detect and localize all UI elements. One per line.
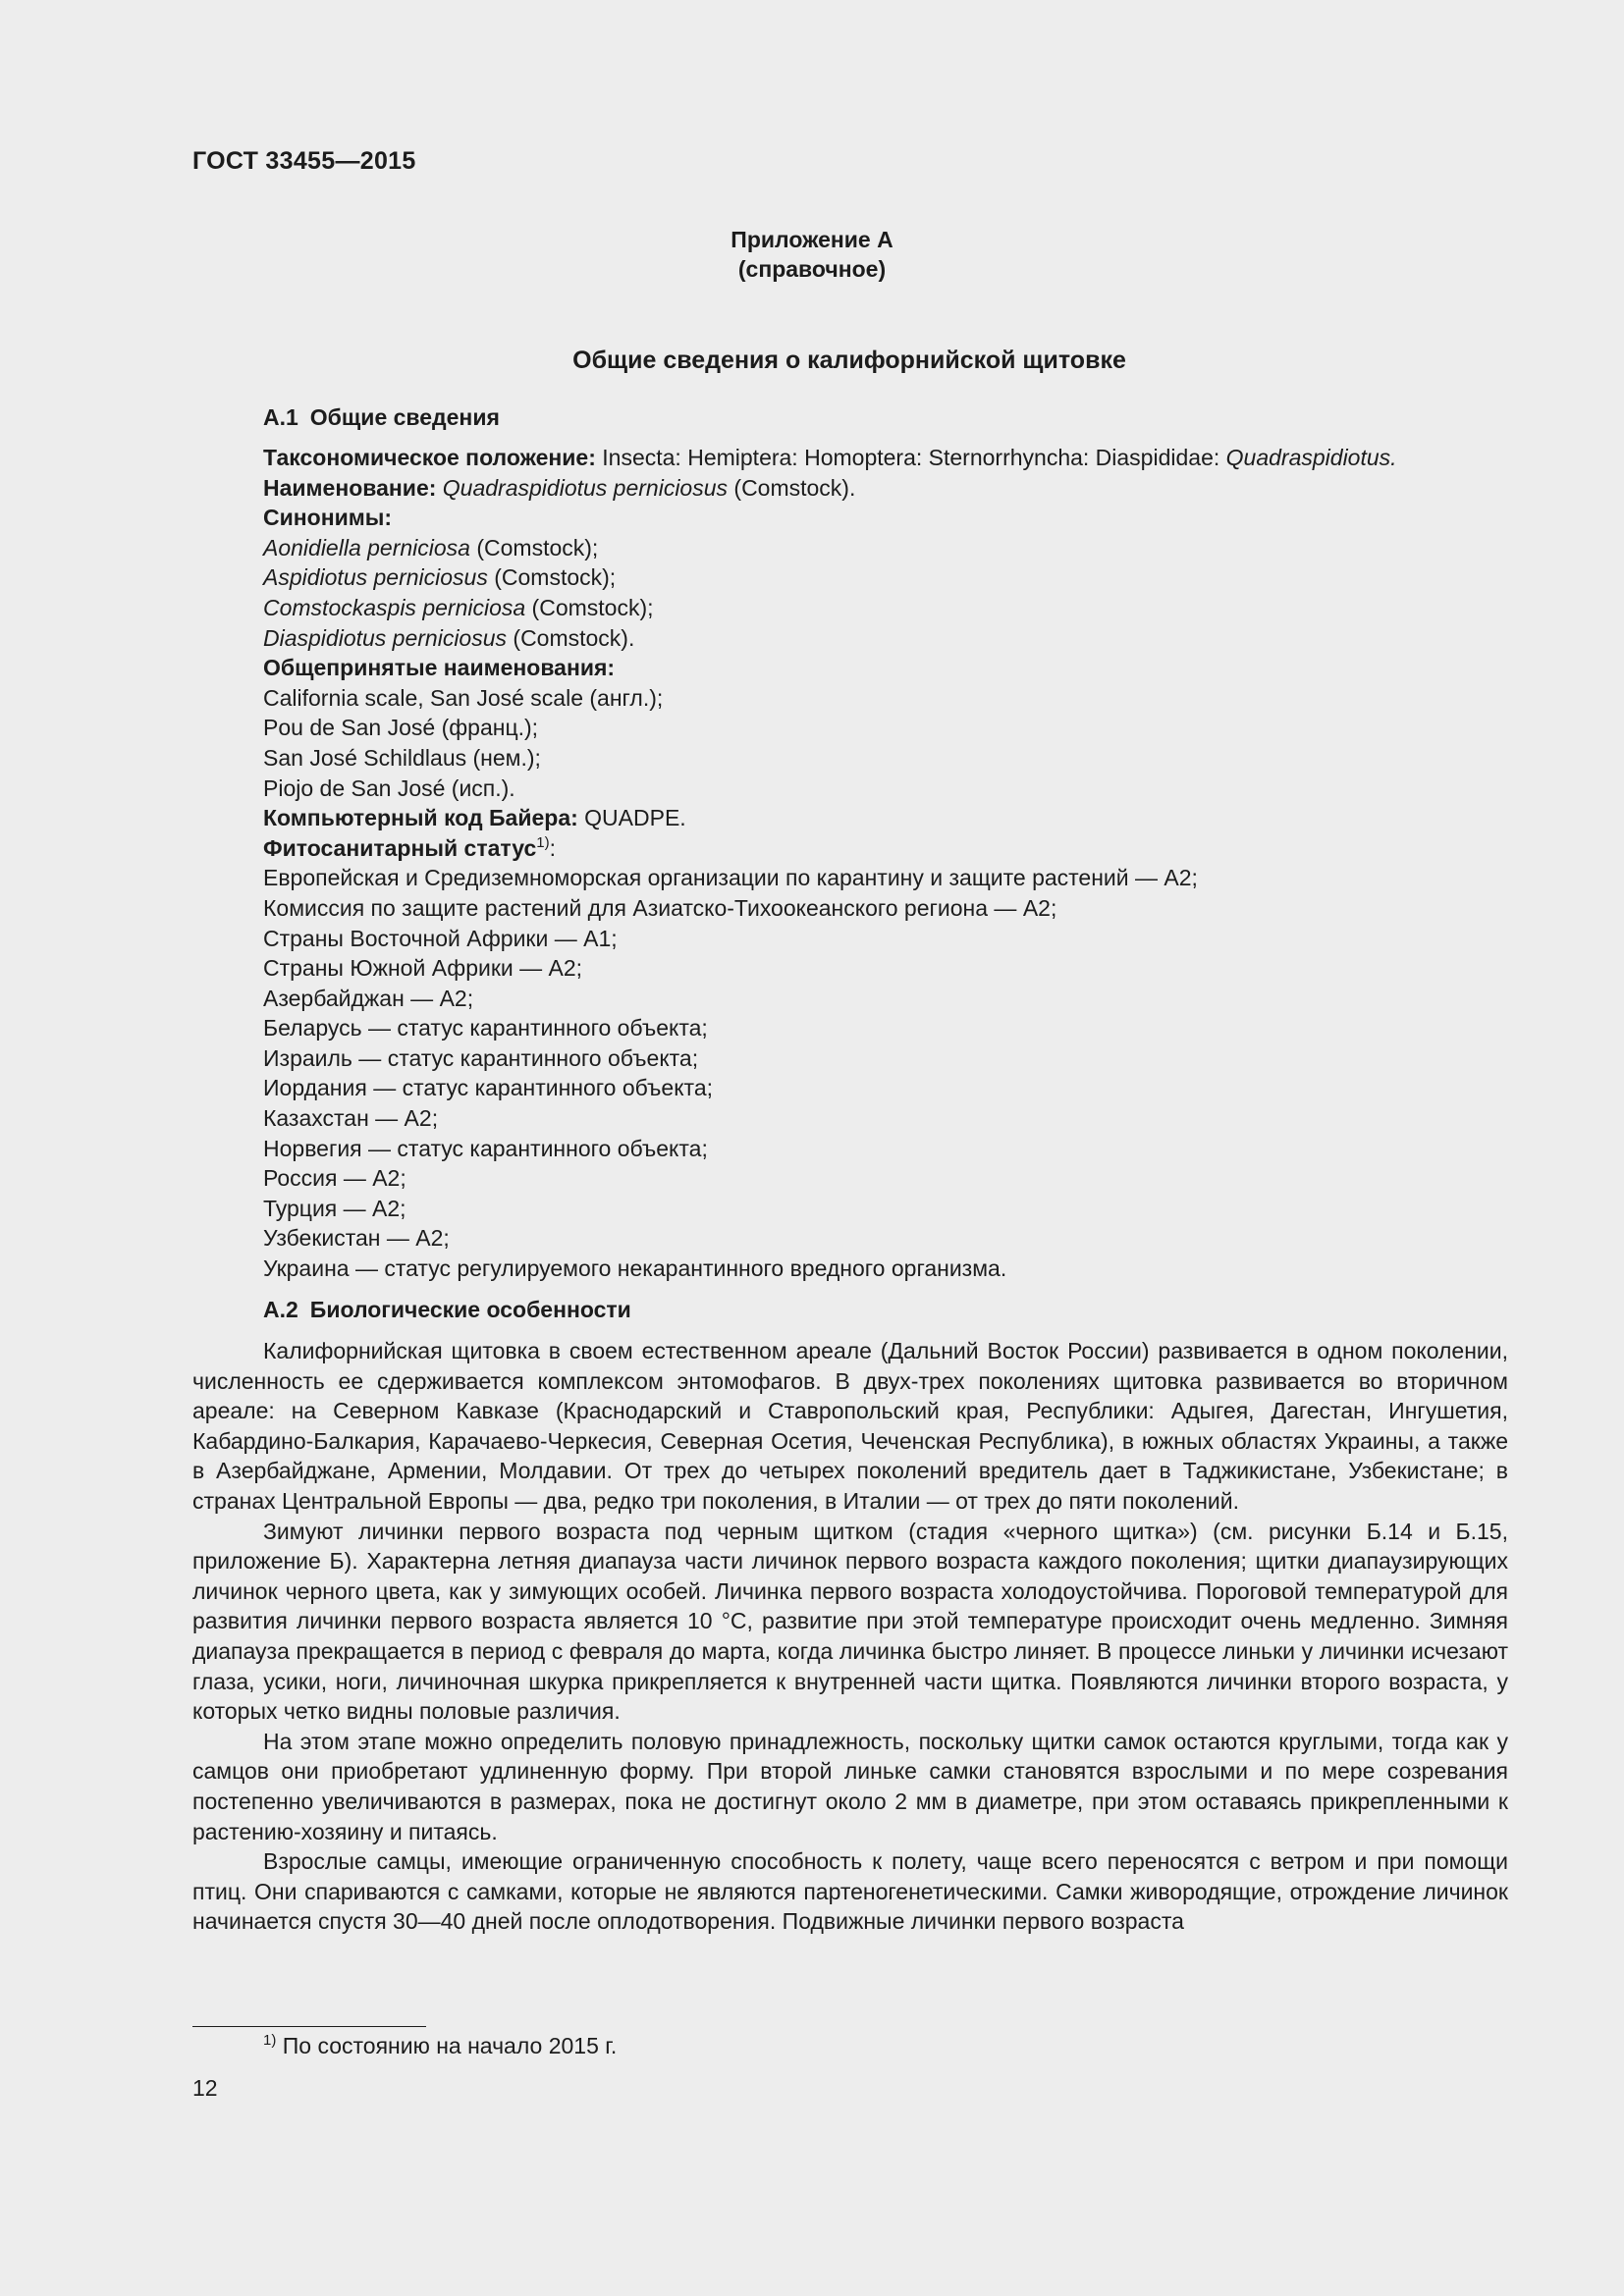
status-item: Страны Южной Африки — А2; bbox=[263, 955, 583, 982]
status-item: Норвегия — статус карантинного объекта; bbox=[263, 1135, 708, 1161]
name-author: (Comstock). bbox=[728, 474, 856, 501]
section-number: А.2 bbox=[263, 1297, 298, 1322]
phytosanitary-status-line bbox=[263, 833, 1540, 864]
synonym-author: (Comstock); bbox=[469, 534, 599, 561]
synonym-species: Diaspidiotus perniciosus bbox=[263, 624, 508, 651]
footnote-divider bbox=[192, 2026, 426, 2027]
status-item: Комиссия по защите растений для Азиатско-Тихоокеанского региона — А2; bbox=[263, 894, 1057, 921]
status-item: Европейская и Средиземноморская организации по карантину и защите растений — А2; bbox=[263, 865, 1198, 891]
footnote-mark: 1) bbox=[536, 833, 550, 851]
synonym-author: (Comstock). bbox=[507, 624, 635, 651]
synonym-author: (Comstock); bbox=[487, 564, 617, 591]
paragraph: Взрослые самцы, имеющие ограниченную способность к полету, чаще всего переносятся с ветром и при помощи птиц. Они спариваются с самками, которые не являются партеногенетическими. Самки живородящие, отрождение личинок начинается спустя 30—40 дней после оплодотворения. Подвижные личинки первого возраста bbox=[192, 1848, 1508, 1935]
status-item: Азербайджан — А2; bbox=[263, 985, 474, 1011]
taxonomy-label: Таксономическое положение: bbox=[263, 445, 596, 470]
status-item: Иордания — статус карантинного объекта; bbox=[263, 1075, 714, 1101]
status-item: Турция — А2; bbox=[263, 1195, 406, 1221]
bayer-code-label: Компьютерный код Байера: bbox=[263, 805, 578, 831]
section-number: А.1 bbox=[263, 404, 298, 430]
paragraph: Зимуют личинки первого возраста под черным щитком (стадия «черного щитка») (см. рисунки Б.14 и Б.15, приложение Б). Характерна летняя диапауза части личинок первого возраста каждого поколения; щитки диапаузирующих личинок черного цвета, как у зимующих особей. Личинка первого возраста холодоустойчива. Пороговой температурой для развития личинки первого возраста является 10 °С, развитие при этой температуре происходит очень медленно. Зимняя диапауза прекращается в период с февраля до марта, когда личинка быстро линяет. В процессе линьки у личинки исчезают глаза, усики, ноги, личиночная шкурка прикрепляется к внутренней части щитка. Появляются личинки второго возраста, у которых четко видны половые различия. bbox=[192, 1518, 1508, 1725]
footnote-text: По состоянию на начало 2015 г. bbox=[276, 2033, 618, 2058]
common-name-item: Piojo de San José (исп.). bbox=[263, 774, 515, 801]
common-name-item: California scale, San José scale (англ.); bbox=[263, 684, 664, 711]
biology-text bbox=[192, 1336, 1508, 1937]
section-title: Общие сведения bbox=[309, 404, 500, 430]
synonym-species: Aspidiotus perniciosus bbox=[263, 564, 488, 591]
synonyms-label: Синонимы: bbox=[263, 505, 393, 531]
footnote-mark: 1) bbox=[263, 2032, 277, 2049]
section-heading-a2 bbox=[263, 1297, 631, 1323]
general-info-list bbox=[263, 443, 1540, 1284]
status-colon: : bbox=[549, 834, 556, 861]
synonym-item bbox=[263, 562, 1540, 593]
status-item: Страны Восточной Африки — А1; bbox=[263, 925, 618, 951]
synonym-item bbox=[263, 623, 1540, 654]
synonym-author: (Comstock); bbox=[525, 594, 654, 620]
bayer-code-value: QUADPE. bbox=[577, 805, 686, 831]
status-item: Казахстан — А2; bbox=[263, 1105, 439, 1132]
taxonomy-value: Insecta: Hemiptera: Homoptera: Sternorrhyncha: Diaspididae: bbox=[595, 445, 1226, 470]
taxonomy-genus: Quadraspidiotus. bbox=[1225, 445, 1397, 470]
document-code: ГОСТ 33455—2015 bbox=[192, 147, 416, 175]
name-line bbox=[263, 473, 1540, 504]
taxonomy-line bbox=[263, 443, 1540, 473]
status-item: Украина — статус регулируемого некарантинного вредного организма. bbox=[263, 1255, 1007, 1282]
appendix-title: Приложение А bbox=[731, 227, 893, 252]
synonyms-list bbox=[263, 533, 1540, 653]
status-list bbox=[263, 863, 1540, 1283]
section-title: Биологические особенности bbox=[309, 1297, 631, 1322]
name-species: Quadraspidiotus perniciosus bbox=[436, 474, 729, 501]
page-number: 12 bbox=[192, 2075, 218, 2101]
common-name-item: San José Schildlaus (нем.); bbox=[263, 744, 541, 771]
appendix-type: (справочное) bbox=[737, 256, 887, 282]
status-item: Узбекистан — А2; bbox=[263, 1225, 450, 1252]
phytosanitary-status-label: Фитосанитарный статус bbox=[263, 834, 537, 861]
paragraph: На этом этапе можно определить половую принадлежность, поскольку щитки самок остаются круглыми, тогда как у самцов они приобретают удлиненную форму. При второй линьке самки становятся взрослыми и по мере созревания постепенно увеличиваются в размерах, пока не достигнут около 2 мм в диаметре, при этом оставаясь прикрепленными к растению-хозяину и питаясь. bbox=[192, 1728, 1508, 1844]
section-heading-a1 bbox=[263, 404, 500, 431]
name-label: Наименование: bbox=[263, 474, 437, 501]
synonym-item bbox=[263, 533, 1540, 563]
synonym-item bbox=[263, 593, 1540, 623]
common-names-list bbox=[263, 683, 1540, 803]
status-item: Беларусь — статус карантинного объекта; bbox=[263, 1015, 708, 1041]
synonym-species: Aonidiella perniciosa bbox=[263, 534, 470, 561]
status-item: Израиль — статус карантинного объекта; bbox=[263, 1044, 699, 1071]
status-item: Россия — А2; bbox=[263, 1165, 406, 1192]
synonym-species: Comstockaspis perniciosa bbox=[263, 594, 526, 620]
paragraph: Калифорнийская щитовка в своем естественном ареале (Дальний Восток России) развивается в одном поколении, численность ее сдерживается комплексом энтомофагов. В двух-трех поколениях щитовка развивается во вторичном ареале: на Северном Кавказе (Краснодарский и Ставропольский края, Республики: Адыгея, Дагестан, Ингушетия, Кабардино-Балкария, Карачаево-Черкесия, Северная Осетия, Чеченская Республика), в южных областях Украины, а также в Азербайджане, Армении, Молдавии. От трех до четырех поколений вредитель дает в Таджикистане, Узбекистане; в странах Центральной Европы — два, редко три поколения, в Италии — от трех до пяти поколений. bbox=[192, 1338, 1508, 1514]
common-name-item: Pou de San José (франц.); bbox=[263, 715, 539, 741]
appendix-main-title: Общие сведения о калифорнийской щитовке bbox=[572, 347, 1126, 374]
common-names-label: Общепринятые наименования: bbox=[263, 655, 616, 681]
bayer-code-line bbox=[263, 803, 1540, 833]
footnote bbox=[263, 2033, 617, 2059]
